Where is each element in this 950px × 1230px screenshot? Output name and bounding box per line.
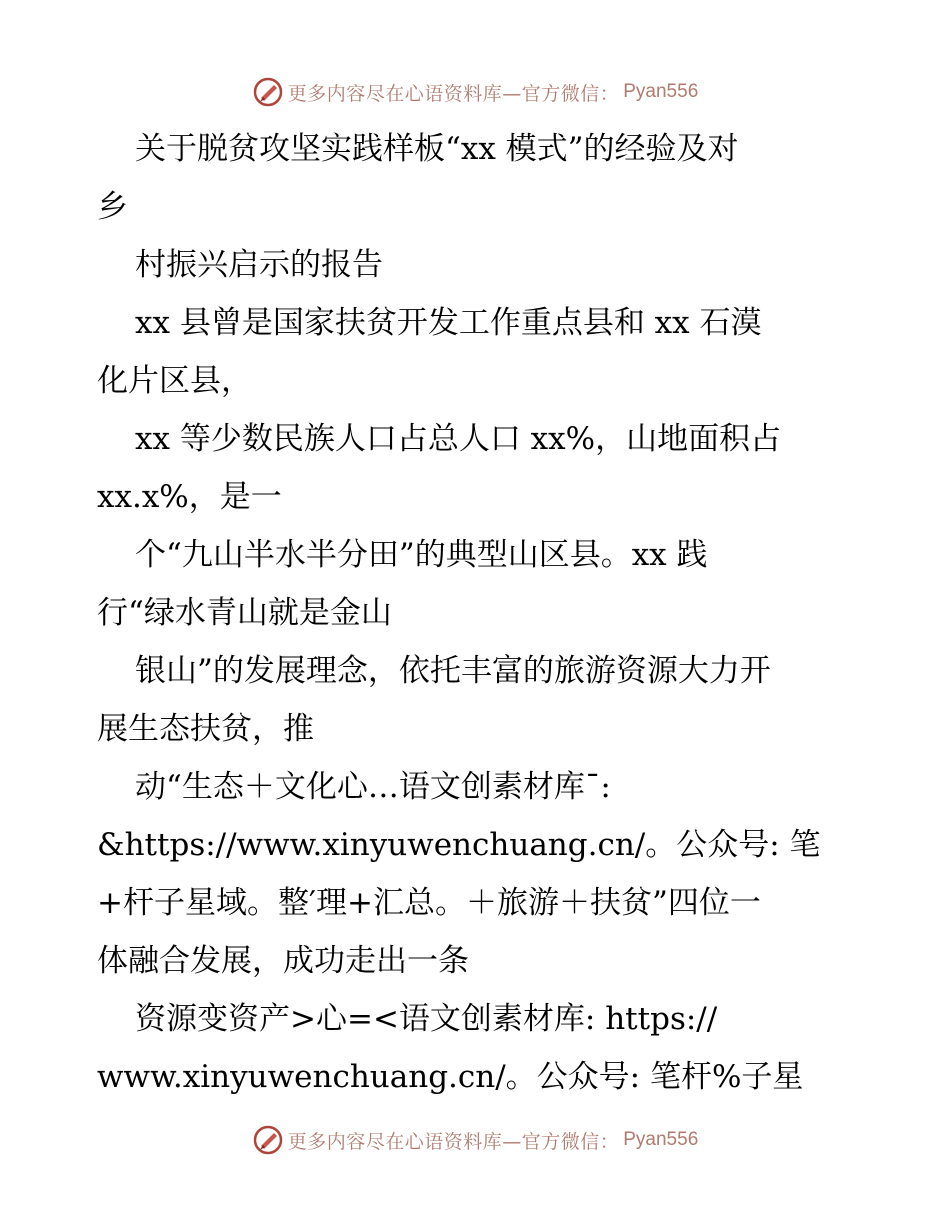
text-line: &https://www.xinyuwenchuang.cn/。公众号: 笔 (97, 827, 821, 863)
text-line: 体融合发展，成功走出一条 (97, 943, 469, 979)
text-line: 乡 (97, 189, 128, 225)
watermark-text: 更多内容尽在心语资料库—官方微信： (287, 82, 620, 105)
text-line: 银山”的发展理念，依托丰富的旅游资源大力开 (135, 653, 771, 689)
watermark-group (252, 76, 699, 108)
watermark-contact: Pyan556 (623, 1129, 699, 1150)
watermark-group (252, 1124, 699, 1156)
text-line: www.xinyuwenchuang.cn/。公众号: 笔杆%子星 (97, 1059, 804, 1095)
text-line: 关于脱贫攻坚实践样板“xx 模式”的经验及对 (135, 131, 739, 167)
document-body (97, 120, 857, 1106)
text-line: +杆子星域。整′理+汇总。＋旅游＋扶贫”四位一 (97, 885, 761, 921)
text-line: 个“九山半水半分田”的典型山区县。xx 践 (135, 537, 708, 573)
header-watermark (0, 72, 950, 112)
text-line: xx 等少数民族人口占总人口 xx%，山地面积占 (135, 421, 782, 457)
text-line: 动“生态＋文化心…语文创素材库¯: (135, 769, 611, 805)
watermark-text: 更多内容尽在心语资料库—官方微信： (287, 1130, 620, 1153)
text-line: 村振兴启示的报告 (135, 247, 383, 283)
text-line: 化片区县， (97, 363, 252, 399)
watermark-contact: Pyan556 (623, 81, 699, 102)
brand-logo-icon (252, 76, 284, 108)
text-line: 展生态扶贫，推 (97, 711, 314, 747)
footer-watermark (0, 1120, 950, 1160)
text-line: xx 县曾是国家扶贫开发工作重点县和 xx 石漠 (135, 305, 762, 341)
text-line: 资源变资产>心=<语文创素材库: https:// (135, 1001, 718, 1037)
text-line: xx.x%，是一 (97, 479, 282, 515)
text-line: 行“绿水青山就是金山 (97, 595, 392, 631)
brand-logo-icon (252, 1124, 284, 1156)
